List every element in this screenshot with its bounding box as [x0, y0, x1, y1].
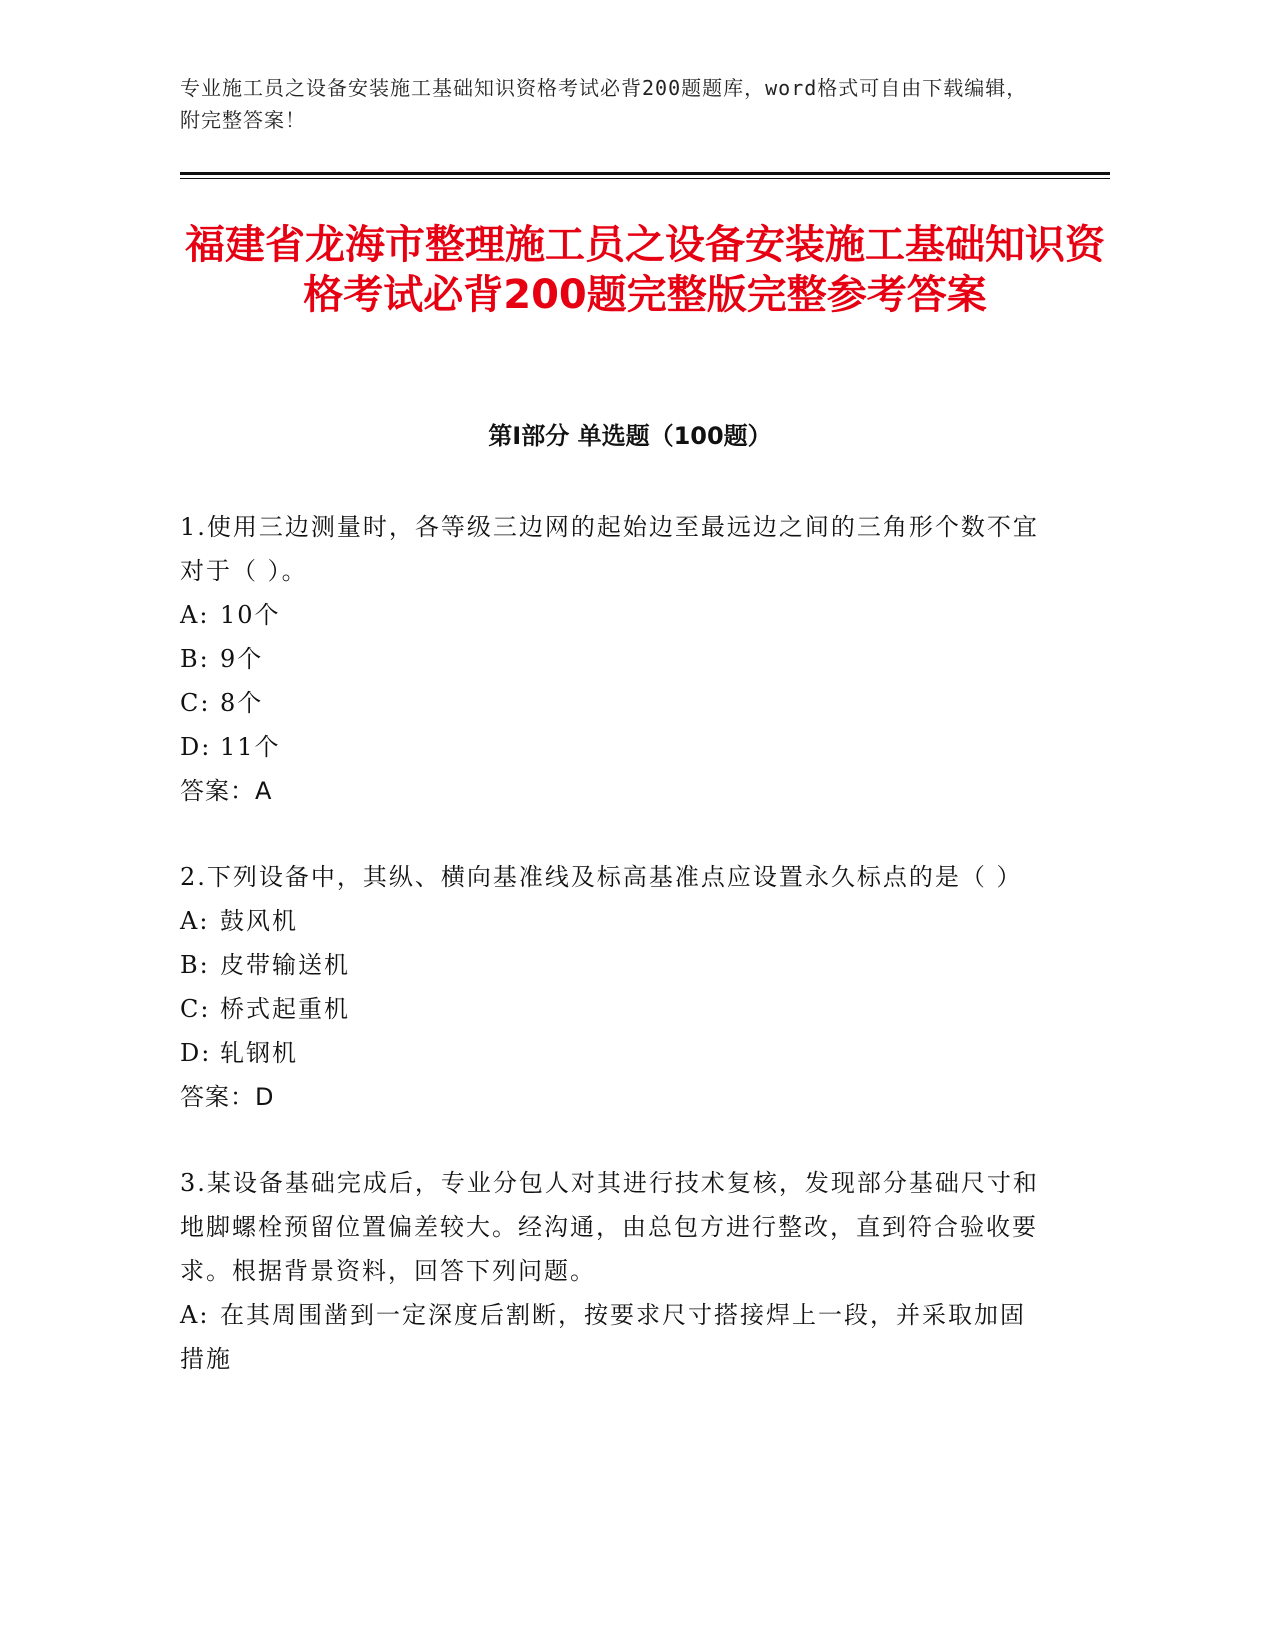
question-answer: 答案：A	[180, 777, 273, 805]
option-key: A:	[180, 907, 210, 935]
question-3	[180, 1161, 1040, 1381]
header-divider-thin	[180, 178, 1110, 179]
option-c	[180, 987, 1040, 1031]
option-a	[180, 1293, 1040, 1381]
question-stem: 2.下列设备中，其纵、横向基准线及标高基准点应设置永久标点的是（ ）	[180, 863, 1023, 891]
option-text: 9个	[220, 645, 264, 673]
question-list	[180, 505, 1040, 1423]
option-key: A:	[180, 1301, 210, 1329]
option-text: 在其周围凿到一定深度后割断，按要求尺寸搭接焊上一段，并采取加固措施	[180, 1301, 1026, 1373]
option-key: A:	[180, 601, 210, 629]
option-a	[180, 593, 1040, 637]
option-d	[180, 725, 1040, 769]
option-b	[180, 943, 1040, 987]
option-d	[180, 1031, 1040, 1075]
option-key: B:	[180, 645, 210, 673]
question-answer: 答案：D	[180, 1083, 275, 1111]
option-key: B:	[180, 951, 210, 979]
option-text: 8个	[220, 689, 264, 717]
header-divider-thick	[180, 172, 1110, 175]
option-key: C:	[180, 995, 211, 1023]
option-key: D:	[180, 1039, 212, 1067]
option-text: 皮带输送机	[220, 951, 350, 979]
document-title: 福建省龙海市整理施工员之设备安装施工基础知识资格考试必背200题完整版完整参考答案	[185, 222, 1105, 318]
option-a	[180, 899, 1040, 943]
option-c	[180, 681, 1040, 725]
option-text: 11个	[220, 733, 281, 761]
header-note: 专业施工员之设备安装施工基础知识资格考试必背200题题库，word格式可自由下载编辑，附完整答案！	[180, 76, 1028, 132]
option-key: D:	[180, 733, 212, 761]
question-stem: 3.某设备基础完成后，专业分包人对其进行技术复核，发现部分基础尺寸和地脚螺栓预留位置偏差较大。经沟通，由总包方进行整改，直到符合验收要求。根据背景资料，回答下列问题。	[180, 1169, 1039, 1285]
question-2	[180, 855, 1040, 1119]
question-1	[180, 505, 1040, 813]
option-text: 轧钢机	[220, 1039, 298, 1067]
option-text: 鼓风机	[220, 907, 298, 935]
question-stem: 1.使用三边测量时，各等级三边网的起始边至最远边之间的三角形个数不宜对于（ ）。	[180, 513, 1039, 585]
option-text: 10个	[220, 601, 281, 629]
option-b	[180, 637, 1040, 681]
option-text: 桥式起重机	[220, 995, 350, 1023]
section-title: 第Ⅰ部分 单选题（100题）	[488, 422, 772, 450]
option-key: C:	[180, 689, 211, 717]
